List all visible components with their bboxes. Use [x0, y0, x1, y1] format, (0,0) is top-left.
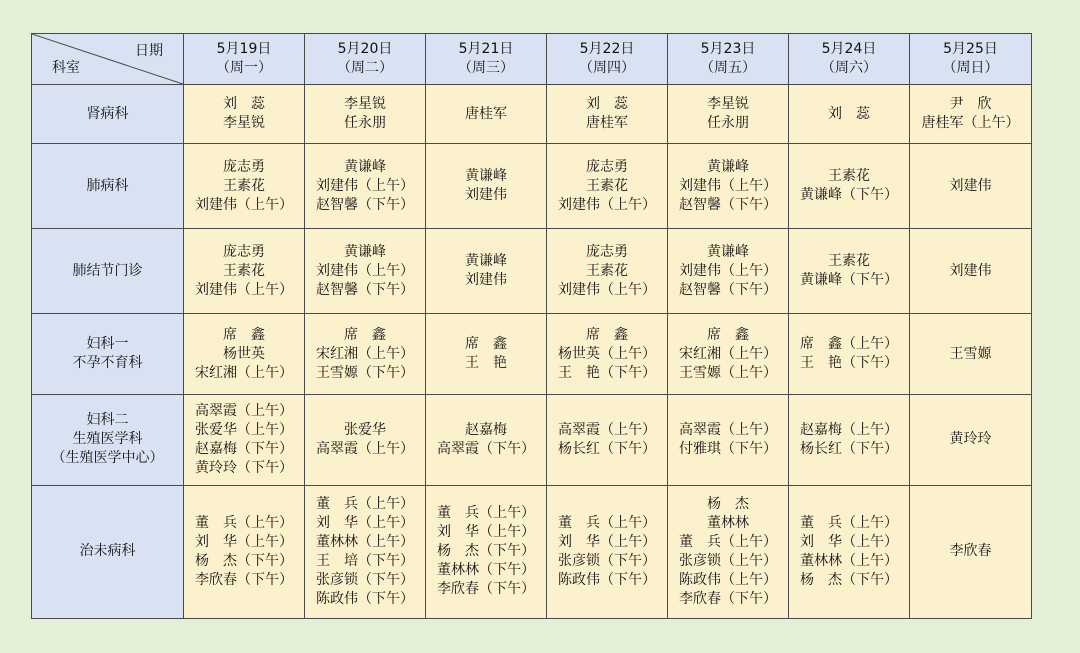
doctor-entry: 黄谦峰 [465, 253, 507, 270]
doctor-entry: 高翠霞（上午） [316, 440, 414, 457]
schedule-cell [305, 144, 426, 229]
day-header-0 [184, 34, 305, 85]
schedule-cell [910, 144, 1032, 229]
doctor-entry: 高翠霞（下午） [437, 440, 535, 457]
doctor-entry: 王 培（下午） [316, 552, 414, 569]
day-header-4 [668, 34, 789, 85]
doctor-entry: 李欣春 [949, 543, 992, 560]
doctor-entry: 黄谦峰 [707, 243, 749, 260]
schedule-cell [426, 485, 547, 618]
doctor-entry: 刘建伟（上午） [558, 281, 656, 298]
dept-row-gynecology-2 [32, 394, 1032, 485]
doctor-entry: 董 兵（上午） [195, 514, 293, 531]
schedule-cell [789, 144, 910, 229]
doctor-entry: 张彦锁（下午） [316, 571, 414, 588]
day-header-6 [910, 34, 1032, 85]
schedule-cell [547, 394, 668, 485]
doctor-entry: 宋红湘（上午） [316, 345, 414, 362]
dept-row-nephrology [32, 85, 1032, 144]
doctor-entry: 刘 蕊 [586, 96, 628, 113]
doctor-entry: 席 鑫 [223, 326, 265, 343]
dept-name-line: 不孕不育科 [72, 355, 143, 372]
doctor-entry: 黄谦峰 [465, 168, 507, 185]
day-header-3 [547, 34, 668, 85]
doctor-entry: 杨 杰（下午） [437, 543, 535, 560]
doctor-entry: 任永朋 [707, 115, 749, 132]
schedule-cell [305, 394, 426, 485]
doctor-entry: 刘建伟（上午） [558, 196, 656, 213]
schedule-cell [305, 314, 426, 394]
schedule-cell [184, 144, 305, 229]
schedule-cell [305, 85, 426, 144]
schedule-cell [910, 485, 1032, 618]
day-header-1 [305, 34, 426, 85]
dept-row-preventive [32, 485, 1032, 618]
doctor-entry: 唐桂军 [465, 105, 507, 122]
doctor-entry: 刘建伟（上午） [195, 196, 293, 213]
doctor-entry: 王素花 [828, 168, 870, 185]
dept-name-line: 治未病科 [79, 543, 136, 560]
day-date: 5月23日 [700, 41, 756, 58]
day-weekday: （周一） [216, 60, 272, 77]
schedule-cell [668, 85, 789, 144]
doctor-entry: 刘建伟（上午） [316, 262, 414, 279]
schedule-cell [910, 229, 1032, 314]
doctor-entry: 黄谦峰 [707, 158, 749, 175]
day-date: 5月21日 [458, 41, 514, 58]
doctor-entry: 黄玲玲 [949, 431, 992, 448]
doctor-entry: 席 鑫 [344, 326, 386, 343]
day-weekday: （周五） [700, 60, 756, 77]
doctor-entry: 高翠霞（上午） [558, 421, 656, 438]
doctor-entry: 李欣春（下午） [679, 590, 777, 607]
doctor-entry: 王素花 [586, 177, 628, 194]
doctor-entry: 李星锐 [223, 115, 265, 132]
doctor-entry: 王素花 [828, 253, 870, 270]
schedule-cell [184, 314, 305, 394]
doctor-entry: 赵智馨（下午） [679, 196, 777, 213]
doctor-entry: 刘 蕊 [223, 96, 265, 113]
schedule-table [31, 33, 1032, 619]
doctor-entry: 张爱华 [344, 421, 386, 438]
doctor-entry: 赵嘉梅 [465, 421, 507, 438]
doctor-entry: 刘 蕊 [828, 105, 870, 122]
day-date: 5月24日 [821, 41, 877, 58]
doctor-entry: 刘 华（上午） [316, 514, 414, 531]
doctor-entry: 王 艳（下午） [558, 364, 656, 381]
doctor-entry: 陈政伟（下午） [316, 590, 414, 607]
doctor-entry: 黄谦峰 [344, 158, 386, 175]
doctor-entry: 王素花 [586, 262, 628, 279]
doctor-entry: 宋红湘（上午） [195, 364, 293, 381]
schedule-cell [547, 144, 668, 229]
schedule-cell [668, 485, 789, 618]
dept-row-lung-nodule [32, 229, 1032, 314]
schedule-cell [184, 85, 305, 144]
schedule-cell [426, 85, 547, 144]
doctor-entry: 杨 杰（下午） [195, 552, 293, 569]
schedule-cell [789, 85, 910, 144]
day-header-5 [789, 34, 910, 85]
day-date: 5月25日 [943, 41, 998, 58]
schedule-cell [668, 394, 789, 485]
schedule-cell [789, 485, 910, 618]
doctor-entry: 赵嘉梅（上午） [800, 421, 898, 438]
doctor-entry: 陈政伟（上午） [679, 571, 777, 588]
doctor-entry: 庞志勇 [223, 158, 265, 175]
doctor-entry: 李星锐 [344, 96, 386, 113]
doctor-entry: 唐桂军 [586, 115, 628, 132]
day-date: 5月20日 [337, 41, 393, 58]
doctor-entry: 尹 欣 [949, 96, 992, 113]
schedule-cell [426, 229, 547, 314]
dept-name-cell [32, 229, 184, 314]
header-corner-cell [32, 34, 184, 85]
schedule-cell [910, 314, 1032, 394]
doctor-entry: 席 鑫 [465, 336, 507, 353]
day-date: 5月19日 [216, 41, 272, 58]
doctor-entry: 任永朋 [344, 115, 386, 132]
doctor-entry: 董林林（上午） [316, 533, 414, 550]
doctor-entry: 黄谦峰（下午） [800, 272, 898, 289]
doctor-entry: 杨 杰 [707, 495, 749, 512]
doctor-entry: 董林林 [707, 514, 749, 531]
doctor-entry: 董 兵（上午） [679, 533, 777, 550]
doctor-entry: 王素花 [223, 262, 265, 279]
doctor-entry: 赵智馨（下午） [316, 196, 414, 213]
doctor-entry: 王雪嫄 [949, 345, 992, 362]
doctor-entry: 唐桂军（上午） [921, 115, 1020, 132]
doctor-entry: 刘 华（上午） [437, 524, 535, 541]
dept-name-line: 妇科二 [86, 412, 129, 429]
doctor-entry: 付雅琪（下午） [679, 440, 777, 457]
dept-name-line: 生殖医学科 [72, 431, 143, 448]
doctor-entry: 庞志勇 [223, 243, 265, 260]
day-weekday: （周三） [458, 60, 514, 77]
schedule-cell [426, 394, 547, 485]
schedule-cell [910, 394, 1032, 485]
doctor-entry: 张彦锁（上午） [679, 552, 777, 569]
doctor-entry: 董 兵（上午） [558, 514, 656, 531]
doctor-entry: 张彦锁（下午） [558, 552, 656, 569]
doctor-entry: 刘建伟 [949, 262, 992, 279]
dept-row-gynecology-1 [32, 314, 1032, 394]
schedule-cell [305, 229, 426, 314]
dept-name-cell [32, 314, 184, 394]
doctor-entry: 刘建伟 [465, 187, 507, 204]
doctor-entry: 董 兵（上午） [316, 495, 414, 512]
day-header-2 [426, 34, 547, 85]
doctor-entry: 李星锐 [707, 96, 749, 113]
doctor-entry: 高翠霞（上午） [679, 421, 777, 438]
doctor-entry: 赵智馨（下午） [316, 281, 414, 298]
dept-name-cell [32, 144, 184, 229]
doctor-entry: 杨 杰（下午） [800, 571, 898, 588]
dept-name-cell [32, 394, 184, 485]
dept-name-cell [32, 485, 184, 618]
doctor-entry: 赵嘉梅（下午） [195, 440, 293, 457]
corner-dept-label: 科室 [52, 60, 80, 77]
schedule-cell [426, 144, 547, 229]
dept-name-cell [32, 85, 184, 144]
dept-row-pulmonary [32, 144, 1032, 229]
schedule-cell [547, 314, 668, 394]
schedule-cell [305, 485, 426, 618]
doctor-entry: 王雪嫄（上午） [679, 364, 777, 381]
schedule-cell [910, 85, 1032, 144]
schedule-cell [789, 394, 910, 485]
doctor-entry: 黄谦峰（下午） [800, 187, 898, 204]
doctor-entry: 董 兵（上午） [800, 514, 898, 531]
doctor-entry: 刘建伟（上午） [679, 177, 777, 194]
day-date: 5月22日 [579, 41, 635, 58]
doctor-entry: 刘建伟 [949, 177, 992, 194]
doctor-entry: 李欣春（下午） [437, 581, 535, 598]
schedule-cell [184, 485, 305, 618]
doctor-entry: 杨长红（下午） [800, 440, 898, 457]
schedule-cell [184, 394, 305, 485]
doctor-entry: 李欣春（下午） [195, 571, 293, 588]
doctor-entry: 王雪嫄（下午） [316, 364, 414, 381]
header-row [32, 34, 1032, 85]
schedule-cell [547, 85, 668, 144]
corner-date-label: 日期 [135, 43, 163, 59]
day-weekday: （周六） [821, 60, 877, 77]
doctor-entry: 刘 华（上午） [558, 533, 656, 550]
doctor-entry: 刘 华（上午） [195, 533, 293, 550]
doctor-entry: 董 兵（上午） [437, 505, 535, 522]
doctor-entry: 席 鑫 [707, 326, 749, 343]
doctor-entry: 杨世英 [223, 345, 265, 362]
doctor-entry: 张爱华（上午） [195, 421, 293, 438]
dept-name-line: 肺病科 [86, 177, 129, 194]
schedule-cell [426, 314, 547, 394]
doctor-entry: 杨世英（上午） [558, 345, 656, 362]
day-weekday: （周四） [579, 60, 635, 77]
doctor-entry: 刘建伟 [465, 272, 507, 289]
doctor-entry: 王 艳 [465, 355, 507, 372]
doctor-entry: 赵智馨（下午） [679, 281, 777, 298]
doctor-entry: 刘建伟（上午） [316, 177, 414, 194]
doctor-entry: 王素花 [223, 177, 265, 194]
day-weekday: （周日） [942, 60, 999, 77]
schedule-cell [668, 144, 789, 229]
doctor-entry: 刘建伟（上午） [195, 281, 293, 298]
doctor-entry: 庞志勇 [586, 158, 628, 175]
schedule-cell [547, 229, 668, 314]
dept-name-line: （生殖医学中心） [51, 450, 164, 467]
doctor-entry: 高翠霞（上午） [195, 402, 293, 419]
doctor-entry: 陈政伟（下午） [558, 571, 656, 588]
dept-name-line: 肾病科 [86, 105, 129, 122]
schedule-cell [789, 314, 910, 394]
doctor-entry: 杨长红（下午） [558, 440, 656, 457]
doctor-entry: 刘 华（上午） [800, 533, 898, 550]
doctor-entry: 庞志勇 [586, 243, 628, 260]
doctor-entry: 刘建伟（上午） [679, 262, 777, 279]
schedule-cell [789, 229, 910, 314]
doctor-entry: 董林林（下午） [437, 562, 535, 579]
doctor-entry: 席 鑫（上午） [800, 336, 898, 353]
schedule-cell [184, 229, 305, 314]
schedule-cell [547, 485, 668, 618]
dept-name-line: 妇科一 [86, 336, 129, 353]
schedule-cell [668, 314, 789, 394]
doctor-entry: 王 艳（下午） [800, 355, 898, 372]
doctor-entry: 董林林（上午） [800, 552, 898, 569]
doctor-entry: 席 鑫 [586, 326, 628, 343]
schedule-cell [668, 229, 789, 314]
dept-name-line: 肺结节门诊 [72, 262, 143, 279]
doctor-entry: 黄谦峰 [344, 243, 386, 260]
doctor-entry: 黄玲玲（下午） [195, 459, 293, 476]
day-weekday: （周二） [337, 60, 393, 77]
doctor-entry: 宋红湘（上午） [679, 345, 777, 362]
